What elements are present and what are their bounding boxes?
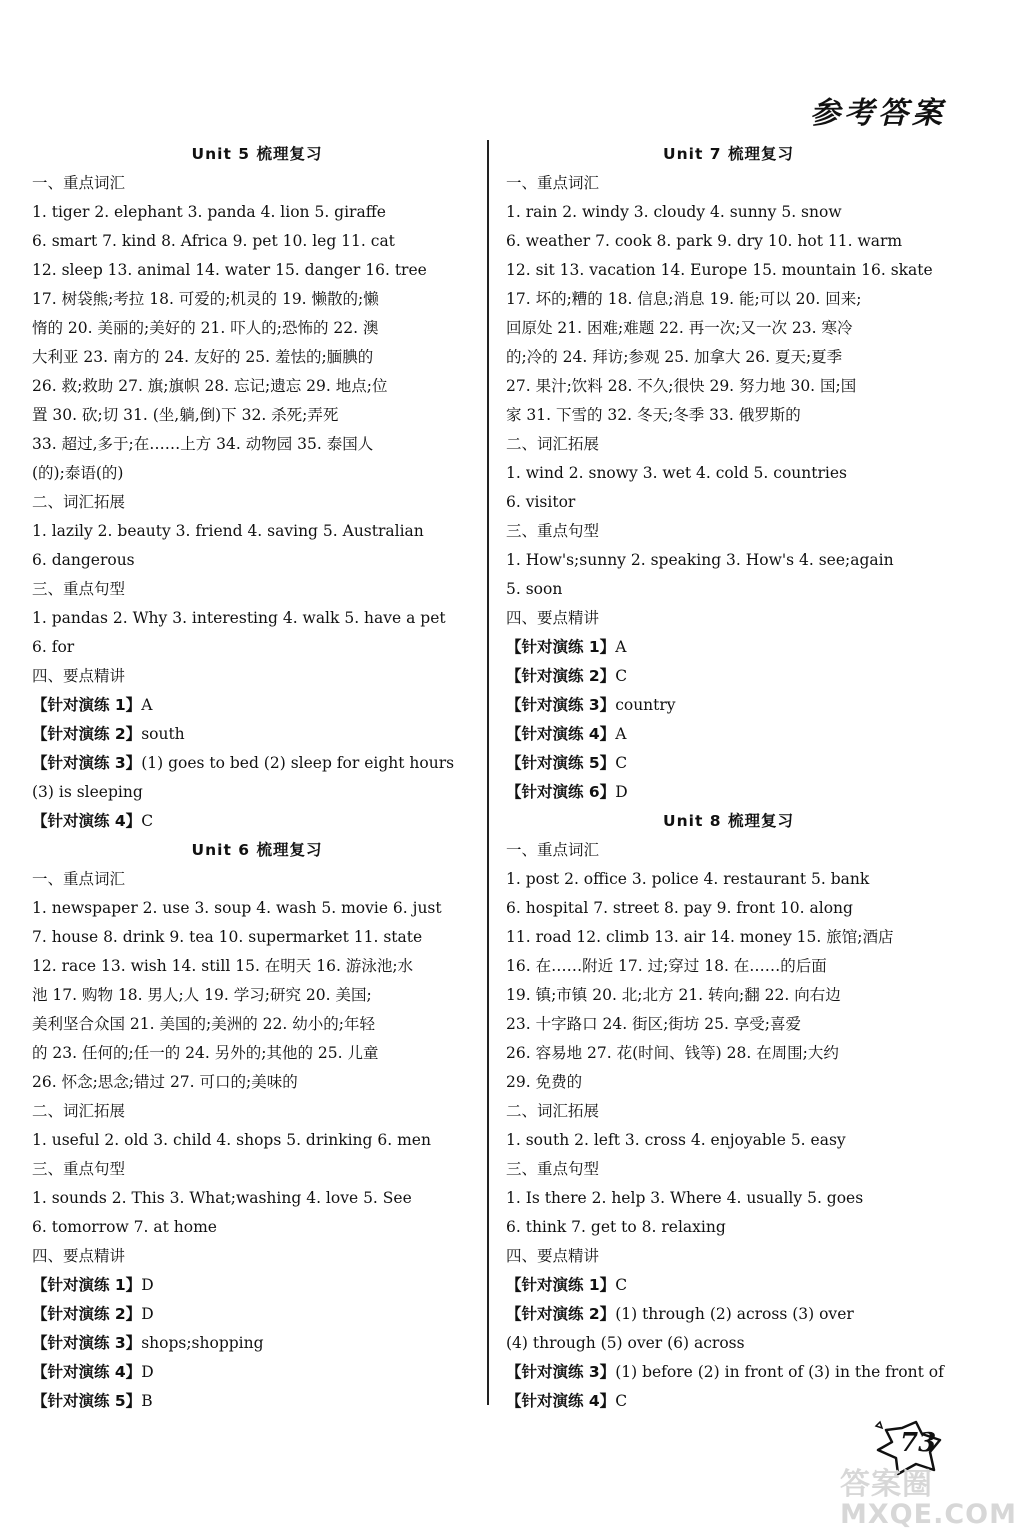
answer-line: 29. 免费的 bbox=[506, 1073, 583, 1091]
practice-answer bbox=[506, 1271, 951, 1300]
practice-text: A bbox=[141, 696, 153, 714]
answer-line: 的 23. 任何的;任一的 24. 另外的;其他的 25. 儿童 bbox=[32, 1044, 379, 1062]
practice-text: C bbox=[615, 754, 628, 772]
answer-line: 6. think 7. get to 8. relaxing bbox=[506, 1218, 726, 1236]
practice-label: 【针对演练 5】 bbox=[506, 754, 616, 772]
practice-text: C bbox=[615, 1392, 628, 1410]
answer-line: 大利亚 23. 南方的 24. 友好的 25. 羞怯的;腼腆的 bbox=[32, 348, 374, 366]
practice-label: 【针对演练 2】 bbox=[506, 1305, 616, 1323]
answer-line: 27. 果汁;饮料 28. 不久;很快 29. 努力地 30. 国;国 bbox=[506, 377, 857, 395]
practice-label: 【针对演练 6】 bbox=[506, 783, 616, 801]
practice-answer bbox=[32, 1329, 482, 1358]
practice-answer bbox=[506, 1358, 951, 1387]
answer-line: 12. sit 13. vacation 14. Europe 15. mountain 16. skate bbox=[506, 261, 933, 279]
practice-answer bbox=[32, 691, 482, 720]
section-heading: 二、词汇拓展 bbox=[506, 1102, 600, 1120]
practice-text: C bbox=[615, 667, 628, 685]
practice-answer bbox=[506, 662, 951, 691]
left-column bbox=[32, 140, 482, 1416]
answer-line: 的;冷的 24. 拜访;参观 25. 加拿大 26. 夏天;夏季 bbox=[506, 348, 843, 366]
section-heading: 三、重点句型 bbox=[32, 1160, 126, 1178]
answer-line: 6. visitor bbox=[506, 493, 576, 511]
answer-line: 33. 超过,多于;在……上方 34. 动物园 35. 泰国人 bbox=[32, 435, 374, 453]
answer-line: 11. road 12. climb 13. air 14. money 15. 旅馆;酒店 bbox=[506, 928, 894, 946]
practice-label: 【针对演练 1】 bbox=[506, 638, 616, 656]
answer-line: 家 31. 下雪的 32. 冬天;冬季 33. 俄罗斯的 bbox=[506, 406, 801, 424]
practice-answer bbox=[32, 1271, 482, 1300]
practice-text: C bbox=[615, 1276, 628, 1294]
practice-text: (1) before (2) in front of (3) in the front of bbox=[615, 1363, 944, 1381]
practice-text: south bbox=[141, 725, 185, 743]
unit-heading: Unit 6 梳理复习 bbox=[191, 841, 323, 859]
practice-answer bbox=[506, 1300, 951, 1329]
practice-text: A bbox=[615, 725, 627, 743]
practice-text: D bbox=[141, 1363, 154, 1381]
unit-heading: Unit 8 梳理复习 bbox=[663, 812, 794, 830]
practice-answer bbox=[506, 778, 951, 807]
watermark-line2: MXQE.COM bbox=[840, 1499, 1017, 1530]
answer-line: 12. sleep 13. animal 14. water 15. danger 16. tree bbox=[32, 261, 427, 279]
unit-heading: Unit 7 梳理复习 bbox=[663, 145, 794, 163]
practice-label: 【针对演练 4】 bbox=[506, 1392, 616, 1410]
answer-line: 26. 救;救助 27. 旗;旗帜 28. 忘记;遗忘 29. 地点;位 bbox=[32, 377, 388, 395]
section-heading: 一、重点词汇 bbox=[506, 174, 600, 192]
answer-line: 1. post 2. office 3. police 4. restaurant 5. bank bbox=[506, 870, 870, 888]
answer-line: 6. for bbox=[32, 638, 75, 656]
column-divider bbox=[487, 140, 489, 1405]
answer-line: (4) through (5) over (6) across bbox=[506, 1334, 745, 1352]
answer-line: (的);泰语(的) bbox=[32, 464, 124, 482]
page-number: 73 bbox=[900, 1428, 937, 1458]
answer-line: 17. 树袋熊;考拉 18. 可爱的;机灵的 19. 懒散的;懒 bbox=[32, 290, 379, 308]
section-heading: 一、重点词汇 bbox=[32, 870, 126, 888]
practice-label: 【针对演练 4】 bbox=[32, 1363, 142, 1381]
practice-answer bbox=[32, 807, 482, 836]
answer-line: 6. tomorrow 7. at home bbox=[32, 1218, 217, 1236]
practice-text: D bbox=[141, 1276, 154, 1294]
practice-answer bbox=[32, 720, 482, 749]
section-heading: 一、重点词汇 bbox=[506, 841, 600, 859]
answer-line: 5. soon bbox=[506, 580, 563, 598]
section-heading: 一、重点词汇 bbox=[32, 174, 126, 192]
section-heading: 二、词汇拓展 bbox=[32, 493, 126, 511]
answer-line: 23. 十字路口 24. 街区;街坊 25. 享受;喜爱 bbox=[506, 1015, 802, 1033]
answer-line: 1. south 2. left 3. cross 4. enjoyable 5. easy bbox=[506, 1131, 846, 1149]
answer-line: 7. house 8. drink 9. tea 10. supermarket 11. state bbox=[32, 928, 423, 946]
practice-text: B bbox=[141, 1392, 153, 1410]
answer-line: 26. 怀念;思念;错过 27. 可口的;美味的 bbox=[32, 1073, 298, 1091]
section-heading: 四、要点精讲 bbox=[506, 609, 600, 627]
practice-answer bbox=[32, 1358, 482, 1387]
answer-line: 1. newspaper 2. use 3. soup 4. wash 5. movie 6. just bbox=[32, 899, 442, 917]
practice-label: 【针对演练 1】 bbox=[32, 696, 142, 714]
section-heading: 四、要点精讲 bbox=[506, 1247, 600, 1265]
practice-label: 【针对演练 5】 bbox=[32, 1392, 142, 1410]
answer-line: 19. 镇;市镇 20. 北;北方 21. 转向;翻 22. 向右边 bbox=[506, 986, 841, 1004]
answer-line: 6. weather 7. cook 8. park 9. dry 10. hot 11. warm bbox=[506, 232, 903, 250]
practice-text: shops;shopping bbox=[141, 1334, 264, 1352]
answer-line: 惰的 20. 美丽的;美好的 21. 吓人的;恐怖的 22. 澳 bbox=[32, 319, 379, 337]
practice-label: 【针对演练 3】 bbox=[32, 1334, 142, 1352]
answer-line: 1. useful 2. old 3. child 4. shops 5. drinking 6. men bbox=[32, 1131, 431, 1149]
right-column bbox=[506, 140, 951, 1416]
answer-line: 6. smart 7. kind 8. Africa 9. pet 10. leg 11. cat bbox=[32, 232, 395, 250]
practice-label: 【针对演练 3】 bbox=[506, 696, 616, 714]
answer-line: 16. 在……附近 17. 过;穿过 18. 在……的后面 bbox=[506, 957, 827, 975]
section-heading: 四、要点精讲 bbox=[32, 1247, 126, 1265]
answer-line: 6. dangerous bbox=[32, 551, 135, 569]
answer-line: 17. 坏的;糟的 18. 信息;消息 19. 能;可以 20. 回来; bbox=[506, 290, 862, 308]
answer-line: 1. rain 2. windy 3. cloudy 4. sunny 5. snow bbox=[506, 203, 842, 221]
practice-text: C bbox=[141, 812, 154, 830]
practice-answer bbox=[32, 1300, 482, 1329]
practice-label: 【针对演练 2】 bbox=[506, 667, 616, 685]
practice-answer bbox=[506, 749, 951, 778]
answer-line: 回原处 21. 困难;难题 22. 再一次;又一次 23. 寒冷 bbox=[506, 319, 853, 337]
answer-line: 置 30. 砍;切 31. (坐,躺,倒)下 32. 杀死;弄死 bbox=[32, 406, 339, 424]
practice-label: 【针对演练 4】 bbox=[506, 725, 616, 743]
practice-label: 【针对演练 2】 bbox=[32, 725, 142, 743]
answer-line: 12. race 13. wish 14. still 15. 在明天 16. 游泳池;水 bbox=[32, 957, 414, 975]
practice-text: (1) goes to bed (2) sleep for eight hours bbox=[141, 754, 455, 772]
practice-label: 【针对演练 3】 bbox=[32, 754, 142, 772]
section-heading: 三、重点句型 bbox=[506, 1160, 600, 1178]
practice-text: country bbox=[615, 696, 676, 714]
practice-answer bbox=[506, 1387, 951, 1416]
practice-label: 【针对演练 1】 bbox=[32, 1276, 142, 1294]
answer-line: (3) is sleeping bbox=[32, 783, 143, 801]
practice-text: D bbox=[141, 1305, 154, 1323]
answer-line: 1. Is there 2. help 3. Where 4. usually 5. goes bbox=[506, 1189, 864, 1207]
practice-answer bbox=[32, 749, 482, 778]
answer-line: 26. 容易地 27. 花(时间、钱等) 28. 在周围;大约 bbox=[506, 1044, 839, 1062]
practice-label: 【针对演练 4】 bbox=[32, 812, 142, 830]
section-heading: 三、重点句型 bbox=[32, 580, 126, 598]
section-heading: 四、要点精讲 bbox=[32, 667, 126, 685]
practice-label: 【针对演练 1】 bbox=[506, 1276, 616, 1294]
answer-line: 1. tiger 2. elephant 3. panda 4. lion 5. giraffe bbox=[32, 203, 386, 221]
answer-line: 池 17. 购物 18. 男人;人 19. 学习;研究 20. 美国; bbox=[32, 986, 372, 1004]
practice-answer bbox=[506, 691, 951, 720]
answer-line: 6. hospital 7. street 8. pay 9. front 10. along bbox=[506, 899, 853, 917]
page-header-title: 参考答案 bbox=[810, 96, 946, 131]
unit-heading: Unit 5 梳理复习 bbox=[191, 145, 323, 163]
watermark-line1: 答案圈 bbox=[840, 1467, 933, 1502]
answer-line: 1. lazily 2. beauty 3. friend 4. saving 5. Australian bbox=[32, 522, 424, 540]
answer-line: 1. wind 2. snowy 3. wet 4. cold 5. countries bbox=[506, 464, 847, 482]
practice-answer bbox=[506, 720, 951, 749]
section-heading: 三、重点句型 bbox=[506, 522, 600, 540]
practice-text: D bbox=[615, 783, 628, 801]
answer-line: 1. How's;sunny 2. speaking 3. How's 4. see;again bbox=[506, 551, 894, 569]
practice-text: A bbox=[615, 638, 627, 656]
practice-label: 【针对演练 2】 bbox=[32, 1305, 142, 1323]
practice-text: (1) through (2) across (3) over bbox=[615, 1305, 854, 1323]
practice-answer bbox=[32, 1387, 482, 1416]
answer-line: 1. sounds 2. This 3. What;washing 4. love 5. See bbox=[32, 1189, 412, 1207]
section-heading: 二、词汇拓展 bbox=[32, 1102, 126, 1120]
watermark bbox=[840, 1467, 1017, 1530]
section-heading: 二、词汇拓展 bbox=[506, 435, 600, 453]
practice-answer bbox=[506, 633, 951, 662]
answer-line: 1. pandas 2. Why 3. interesting 4. walk 5. have a pet bbox=[32, 609, 446, 627]
answer-line: 美利坚合众国 21. 美国的;美洲的 22. 幼小的;年轻 bbox=[32, 1015, 375, 1033]
practice-label: 【针对演练 3】 bbox=[506, 1363, 616, 1381]
